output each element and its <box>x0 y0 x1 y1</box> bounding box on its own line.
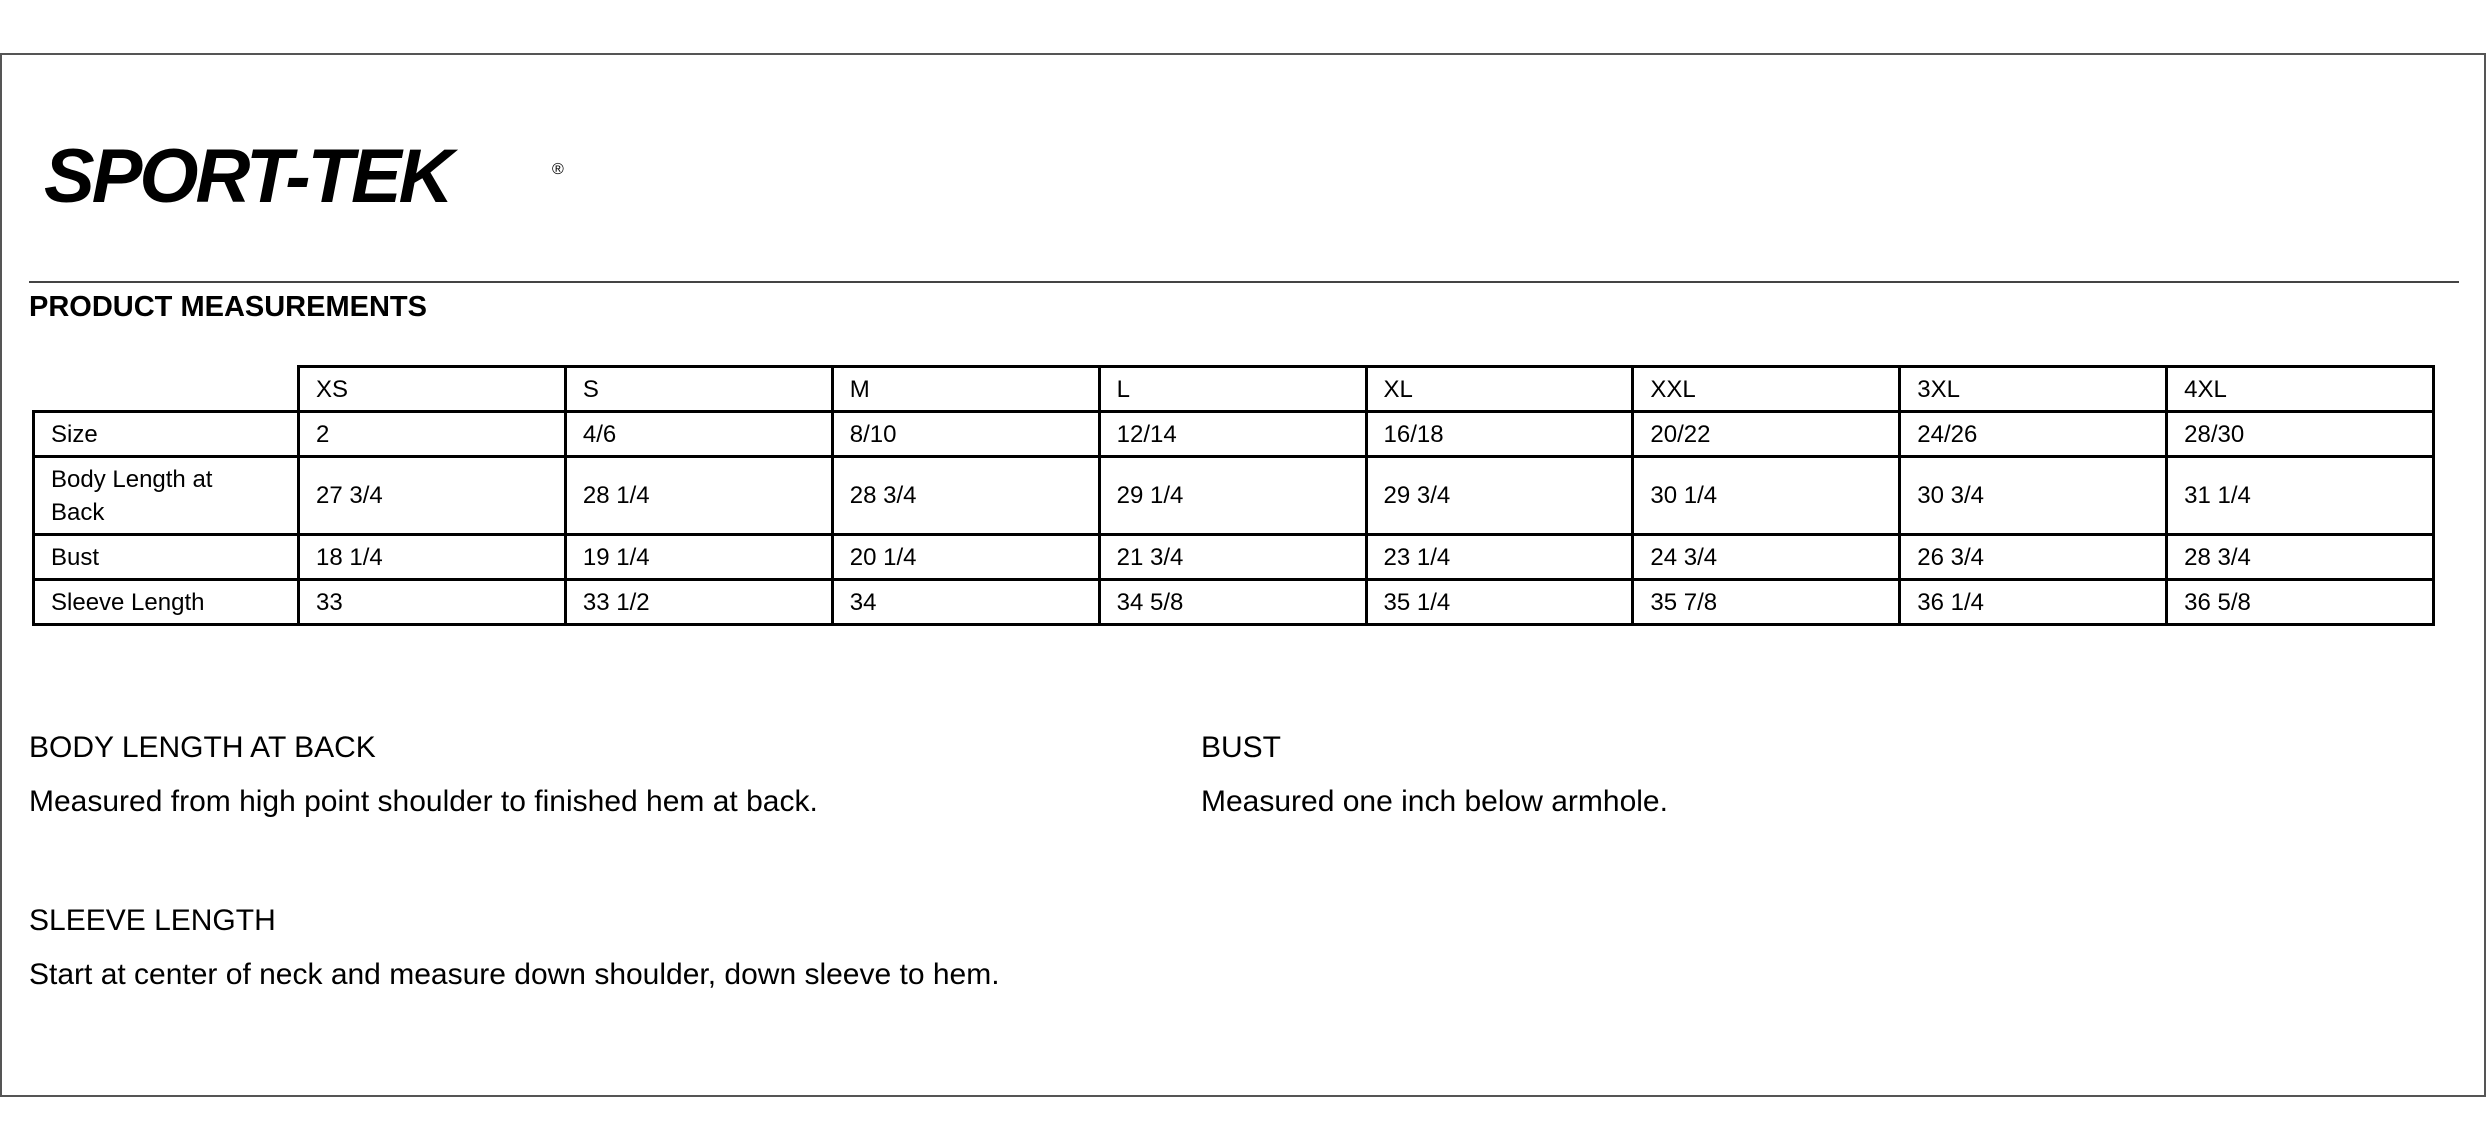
definition-body-length <box>29 731 818 819</box>
logo-wordmark: SPORT-TEK <box>44 134 451 219</box>
table-cell: 18 1/4 <box>299 535 566 580</box>
table-cell: 8/10 <box>832 412 1099 457</box>
row-label: Bust <box>34 535 299 580</box>
size-header-row <box>34 367 2434 412</box>
size-header-cell: L <box>1099 367 1366 412</box>
table-cell: 4/6 <box>565 412 832 457</box>
table-cell: 34 <box>832 580 1099 625</box>
measurement-table <box>32 365 2435 626</box>
table-cell: 24 3/4 <box>1633 535 1900 580</box>
table-cell: 2 <box>299 412 566 457</box>
table-cell: 20/22 <box>1633 412 1900 457</box>
sport-tek-logo <box>40 130 580 220</box>
table-cell: 30 1/4 <box>1633 457 1900 535</box>
row-label: Size <box>34 412 299 457</box>
size-header-cell: S <box>565 367 832 412</box>
table-cell: 19 1/4 <box>565 535 832 580</box>
table-cell: 36 5/8 <box>2167 580 2434 625</box>
definition-sleeve-length <box>29 904 1000 992</box>
table-cell: 34 5/8 <box>1099 580 1366 625</box>
header-corner-cell <box>34 367 299 412</box>
header-divider <box>29 281 2459 283</box>
table-cell: 28/30 <box>2167 412 2434 457</box>
table-cell: 28 1/4 <box>565 457 832 535</box>
table-cell: 29 3/4 <box>1366 457 1633 535</box>
definition-description: Measured one inch below armhole. <box>1201 785 1668 818</box>
table-cell: 29 1/4 <box>1099 457 1366 535</box>
size-header-cell: XL <box>1366 367 1633 412</box>
table-cell: 23 1/4 <box>1366 535 1633 580</box>
table-cell: 24/26 <box>1900 412 2167 457</box>
table-cell: 27 3/4 <box>299 457 566 535</box>
table-cell: 35 1/4 <box>1366 580 1633 625</box>
table-cell: 35 7/8 <box>1633 580 1900 625</box>
table-cell: 20 1/4 <box>832 535 1099 580</box>
definition-description: Start at center of neck and measure down shoulder, down sleeve to hem. <box>29 958 1000 991</box>
table-row <box>34 580 2434 625</box>
table-cell: 33 1/2 <box>565 580 832 625</box>
size-header-cell: XXL <box>1633 367 1900 412</box>
size-header-cell: 4XL <box>2167 367 2434 412</box>
logo-graphic <box>40 130 580 220</box>
table-cell: 36 1/4 <box>1900 580 2167 625</box>
table-row <box>34 457 2434 535</box>
table-cell: 12/14 <box>1099 412 1366 457</box>
definition-term: BUST <box>1201 731 1282 764</box>
registered-mark: ® <box>552 161 564 178</box>
definition-term: BODY LENGTH AT BACK <box>29 731 376 764</box>
table-cell: 28 3/4 <box>2167 535 2434 580</box>
definition-bust <box>1201 731 1668 819</box>
table-row <box>34 412 2434 457</box>
definition-term: SLEEVE LENGTH <box>29 904 276 937</box>
section-title: PRODUCT MEASUREMENTS <box>29 291 427 323</box>
row-label: Body Length at Back <box>34 457 299 535</box>
definition-description: Measured from high point shoulder to finished hem at back. <box>29 785 818 818</box>
table-cell: 16/18 <box>1366 412 1633 457</box>
row-label: Sleeve Length <box>34 580 299 625</box>
size-header-cell: 3XL <box>1900 367 2167 412</box>
table-cell: 30 3/4 <box>1900 457 2167 535</box>
table-row <box>34 535 2434 580</box>
table-cell: 21 3/4 <box>1099 535 1366 580</box>
table-cell: 33 <box>299 580 566 625</box>
table-cell: 26 3/4 <box>1900 535 2167 580</box>
table-cell: 28 3/4 <box>832 457 1099 535</box>
table-cell: 31 1/4 <box>2167 457 2434 535</box>
size-header-cell: XS <box>299 367 566 412</box>
size-header-cell: M <box>832 367 1099 412</box>
